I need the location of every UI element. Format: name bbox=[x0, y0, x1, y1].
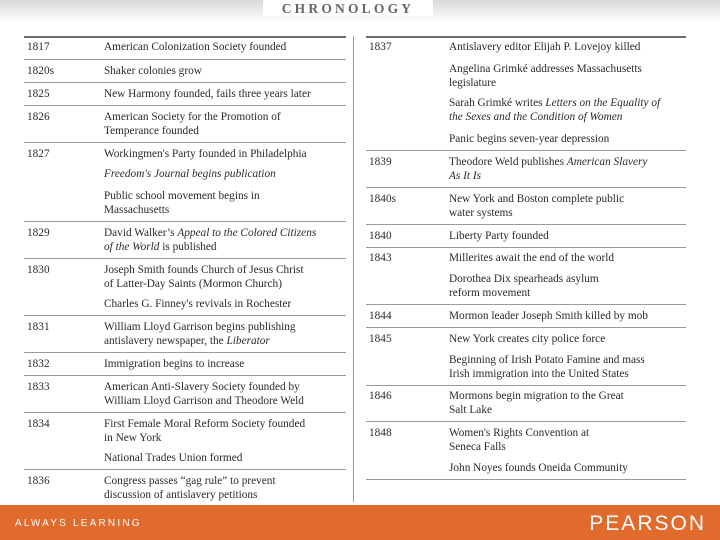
row-divider bbox=[24, 221, 346, 222]
event-line: Mormon leader Joseph Smith killed by mob bbox=[449, 310, 648, 322]
row-divider bbox=[366, 224, 686, 225]
event-line: in New York bbox=[104, 432, 162, 444]
footer-bar bbox=[0, 505, 720, 540]
year-1840s: 1840s bbox=[369, 193, 396, 205]
table-top-rule bbox=[24, 36, 346, 38]
year-1831: 1831 bbox=[27, 321, 50, 333]
event-line: American Colonization Society founded bbox=[104, 41, 287, 53]
year-1825: 1825 bbox=[27, 88, 50, 100]
event-line: As It Is bbox=[449, 170, 482, 182]
page-title: CHRONOLOGY bbox=[281, 1, 415, 16]
row-divider bbox=[24, 59, 346, 60]
event-line: the Sexes and the Condition of Women bbox=[449, 111, 623, 123]
year-1845: 1845 bbox=[369, 333, 392, 345]
event-line: Antislavery editor Elijah P. Lovejoy killed bbox=[449, 41, 641, 53]
row-divider bbox=[366, 421, 686, 422]
row-divider bbox=[24, 82, 346, 83]
event-line: National Trades Union formed bbox=[104, 452, 243, 464]
row-divider bbox=[366, 187, 686, 188]
event-line: New Harmony founded, fails three years later bbox=[104, 88, 311, 100]
row-divider bbox=[24, 375, 346, 376]
event-line: Public school movement begins in bbox=[104, 190, 260, 202]
event-line: Irish immigration into the United States bbox=[449, 368, 629, 380]
event-line: of Latter-Day Saints (Mormon Church) bbox=[104, 278, 282, 290]
event-line: Congress passes “gag rule” to prevent bbox=[104, 475, 276, 487]
event-line: Theodore Weld publishes American Slavery bbox=[449, 156, 648, 168]
event-line: American Society for the Promotion of bbox=[104, 111, 281, 123]
row-divider bbox=[24, 352, 346, 353]
event-line: Freedom's Journal begins publication bbox=[104, 168, 276, 180]
event-line: Charles G. Finney's revivals in Rochester bbox=[104, 298, 292, 310]
event-line: Millerites await the end of the world bbox=[449, 252, 615, 264]
year-1834: 1834 bbox=[27, 418, 50, 430]
year-1826: 1826 bbox=[27, 111, 50, 123]
row-divider bbox=[366, 327, 686, 328]
event-line: Liberty Party founded bbox=[449, 230, 549, 242]
event-line: Women's Rights Convention at bbox=[449, 427, 590, 439]
event-line: Dorothea Dix spearheads asylum bbox=[449, 273, 599, 285]
pearson-logo: PEARSON bbox=[589, 512, 706, 535]
year-1844: 1844 bbox=[369, 310, 392, 322]
event-line: William Lloyd Garrison begins publishing bbox=[104, 321, 296, 333]
year-1827: 1827 bbox=[27, 148, 50, 160]
year-1836: 1836 bbox=[27, 475, 50, 487]
row-divider bbox=[24, 258, 346, 259]
row-divider bbox=[24, 412, 346, 413]
table-top-rule bbox=[366, 36, 686, 38]
event-line: Massachusetts bbox=[104, 204, 170, 216]
event-line: New York creates city police force bbox=[449, 333, 606, 345]
event-line: Seneca Falls bbox=[449, 441, 506, 453]
event-line: Salt Lake bbox=[449, 404, 492, 416]
year-1817: 1817 bbox=[27, 41, 50, 53]
column-divider bbox=[353, 36, 354, 502]
event-line: antislavery newspaper, the Liberator bbox=[104, 335, 270, 347]
year-1833: 1833 bbox=[27, 381, 50, 393]
row-divider bbox=[366, 385, 686, 386]
event-line: reform movement bbox=[449, 287, 531, 299]
year-1839: 1839 bbox=[369, 156, 392, 168]
event-line: Panic begins seven-year depression bbox=[449, 133, 610, 145]
event-line: Angelina Grimké addresses Massachusetts bbox=[449, 63, 642, 75]
event-line: American Anti-Slavery Society founded by bbox=[104, 381, 300, 393]
row-divider bbox=[24, 142, 346, 143]
event-line: Beginning of Irish Potato Famine and mass bbox=[449, 354, 645, 366]
row-divider bbox=[24, 315, 346, 316]
year-1820s: 1820s bbox=[27, 65, 54, 77]
event-line: First Female Moral Reform Society founded bbox=[104, 418, 306, 430]
event-line: Temperance founded bbox=[104, 125, 199, 137]
row-divider bbox=[24, 105, 346, 106]
event-line: water systems bbox=[449, 207, 513, 219]
row-divider bbox=[366, 304, 686, 305]
event-line: of the World is published bbox=[104, 241, 217, 253]
row-divider bbox=[366, 479, 686, 480]
event-line: Joseph Smith founds Church of Jesus Christ bbox=[104, 264, 304, 276]
year-1843: 1843 bbox=[369, 252, 392, 264]
event-line: legislature bbox=[449, 77, 497, 89]
title-band bbox=[0, 0, 720, 22]
event-line: David Walker’s Appeal to the Colored Citizens bbox=[104, 227, 317, 239]
title-plate bbox=[263, 0, 433, 16]
event-line: Sarah Grimké writes Letters on the Equality of bbox=[449, 97, 661, 109]
row-divider bbox=[366, 150, 686, 151]
event-line: Immigration begins to increase bbox=[104, 358, 245, 370]
event-line: Workingmen's Party founded in Philadelphia bbox=[104, 148, 307, 160]
event-line: William Lloyd Garrison and Theodore Weld bbox=[104, 395, 304, 407]
year-1848: 1848 bbox=[369, 427, 392, 439]
year-1846: 1846 bbox=[369, 390, 392, 402]
year-1830: 1830 bbox=[27, 264, 50, 276]
event-line: New York and Boston complete public bbox=[449, 193, 625, 205]
row-divider bbox=[366, 247, 686, 248]
event-line: Shaker colonies grow bbox=[104, 65, 202, 77]
event-line: John Noyes founds Oneida Community bbox=[449, 462, 628, 474]
event-line: Mormons begin migration to the Great bbox=[449, 390, 624, 402]
year-1832: 1832 bbox=[27, 358, 50, 370]
footer-tagline: ALWAYS LEARNING bbox=[15, 518, 142, 529]
event-line: discussion of antislavery petitions bbox=[104, 489, 258, 501]
year-1840: 1840 bbox=[369, 230, 392, 242]
year-1837: 1837 bbox=[369, 41, 392, 53]
year-1829: 1829 bbox=[27, 227, 50, 239]
row-divider bbox=[24, 469, 346, 470]
